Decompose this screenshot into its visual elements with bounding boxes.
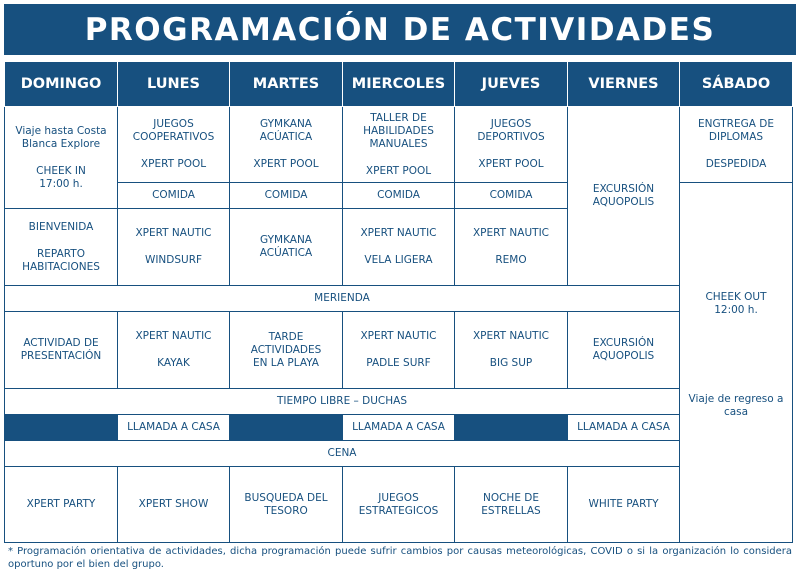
cell-martes-late [230, 312, 343, 389]
merienda-row: MERIENDA [5, 286, 680, 312]
cell-miercoles-llamada: LLAMADA A CASA [343, 415, 455, 441]
cell-domingo-presentation [5, 312, 118, 389]
blue-band [455, 415, 568, 441]
cell-text: XPERT NAUTIC [472, 227, 549, 239]
cell-lunes-night: XPERT SHOW [118, 467, 230, 543]
cell-viernes-llamada: LLAMADA A CASA [568, 415, 680, 441]
cell-text: 12:00 h. [714, 304, 758, 316]
cell-text: MANUALES [369, 137, 428, 150]
cell-jueves-afternoon [455, 209, 568, 286]
cell-miercoles-morning [343, 107, 455, 183]
cell-text: XPERT POOL [478, 158, 544, 170]
day-header-lunes: LUNES [118, 62, 230, 107]
cell-text: AQUOPOLIS [592, 350, 655, 362]
cell-text: BUSQUEDA DEL [244, 491, 328, 504]
cell-text: ACÚATICA [259, 131, 313, 143]
cell-text: Blanca Explore [21, 137, 101, 150]
cell-lunes-comida: COMIDA [118, 183, 230, 209]
cell-text: PADLE SURF [366, 357, 431, 369]
day-header-domingo: DOMINGO [5, 62, 118, 107]
cell-text: DEPORTIVOS [477, 131, 545, 143]
cell-domingo-night: XPERT PARTY [5, 467, 118, 543]
cell-martes-afternoon [230, 209, 343, 286]
cell-text: VELA LIGERA [364, 254, 433, 266]
schedule-table [4, 61, 793, 543]
cell-text: REPARTO [37, 247, 85, 260]
cell-lunes-morning [118, 107, 230, 183]
cell-text: EN LA PLAYA [252, 356, 319, 369]
cell-text: JUEGOS [490, 118, 532, 130]
cell-lunes-late [118, 312, 230, 389]
cell-text: TALLER DE [370, 111, 427, 124]
day-header-miercoles: MIERCOLES [343, 62, 455, 107]
cell-text: JUEGOS [378, 491, 419, 504]
cell-text: ACTIVIDAD DE [23, 337, 99, 349]
cell-text: XPERT POOL [365, 164, 432, 177]
cell-text: 17:00 h. [39, 177, 83, 190]
cell-text: BIG SUP [489, 357, 533, 369]
cell-viernes-excursion-1 [568, 107, 680, 286]
cell-text: XPERT POOL [140, 158, 207, 170]
cell-text: XPERT POOL [253, 158, 319, 170]
blue-band [230, 415, 343, 441]
cell-text: casa [723, 406, 749, 418]
cell-martes-morning [230, 107, 343, 183]
cell-text: Viaje hasta Costa [15, 124, 107, 137]
cell-text: PRESENTACIÓN [20, 350, 102, 362]
cell-text: TESORO [264, 504, 308, 517]
cell-text: NOCHE DE [482, 491, 540, 504]
cell-text: XPERT NAUTIC [360, 227, 437, 239]
header-row [5, 62, 793, 107]
cell-text: XPERT NAUTIC [135, 227, 212, 239]
cell-sabado-morning [680, 107, 793, 183]
cell-text: ENGTREGA DE [698, 118, 774, 130]
cell-text: AQUOPOLIS [592, 196, 655, 208]
cell-text: REMO [495, 254, 527, 266]
blue-band [5, 415, 118, 441]
cell-text: DIPLOMAS [708, 131, 764, 143]
day-header-sabado: SÁBADO [680, 62, 793, 107]
cell-text: CHEEK IN [36, 164, 86, 177]
cell-text: EXCURSIÓN [592, 183, 655, 195]
day-header-jueves: JUEVES [455, 62, 568, 107]
cell-text: ESTRELLAS [481, 504, 541, 517]
cell-text: Viaje de regreso a [688, 393, 784, 405]
cell-text: KAYAK [157, 357, 190, 369]
cell-text: GYMKANA [259, 234, 312, 246]
day-header-martes: MARTES [230, 62, 343, 107]
cell-text: COOPERATIVOS [132, 131, 215, 143]
cell-text: HABILIDADES [363, 124, 434, 137]
cell-martes-comida: COMIDA [230, 183, 343, 209]
cell-text: XPERT NAUTIC [360, 330, 437, 342]
cell-martes-night [230, 467, 343, 543]
cell-text: BIENVENIDA [28, 220, 94, 233]
cell-viernes-night: WHITE PARTY [568, 467, 680, 543]
footnote: * Programación orientativa de actividades, dicha programación puede sufrir cambios por causas meteorológicas, COVID o si la organización lo considera oportuno por el bien del grupo. [8, 546, 792, 570]
cena-row: CENA [5, 441, 680, 467]
cell-text: XPERT NAUTIC [472, 330, 549, 342]
cell-jueves-morning [455, 107, 568, 183]
cell-text: XPERT NAUTIC [135, 330, 212, 342]
page-title: PROGRAMACIÓN DE ACTIVIDADES [4, 4, 796, 55]
cell-text: TARDE ACTIVIDADES [250, 330, 322, 356]
cell-text: ACÚATICA [259, 247, 313, 259]
cell-text: HABITACIONES [22, 260, 100, 273]
cell-jueves-night [455, 467, 568, 543]
cell-miercoles-night [343, 467, 455, 543]
cell-text: EXCURSIÓN [592, 337, 655, 349]
cell-jueves-late [455, 312, 568, 389]
cell-miercoles-comida: COMIDA [343, 183, 455, 209]
cell-domingo-welcome [5, 209, 118, 286]
day-header-viernes: VIERNES [568, 62, 680, 107]
cell-jueves-comida: COMIDA [455, 183, 568, 209]
cell-text: JUEGOS [153, 118, 194, 130]
cell-lunes-afternoon [118, 209, 230, 286]
cell-text: DESPEDIDA [705, 158, 767, 170]
cell-text: ESTRATEGICOS [358, 504, 439, 517]
cell-sabado-checkout [680, 183, 793, 543]
cell-text: CHEEK OUT [705, 291, 767, 303]
cell-domingo-arrival [5, 107, 118, 209]
cell-miercoles-afternoon [343, 209, 455, 286]
cell-miercoles-late [343, 312, 455, 389]
cell-text: WINDSURF [144, 254, 203, 266]
cell-lunes-llamada: LLAMADA A CASA [118, 415, 230, 441]
tiempo-libre-row: TIEMPO LIBRE – DUCHAS [5, 389, 680, 415]
cell-text: GYMKANA [259, 118, 312, 130]
cell-viernes-excursion-2 [568, 312, 680, 389]
